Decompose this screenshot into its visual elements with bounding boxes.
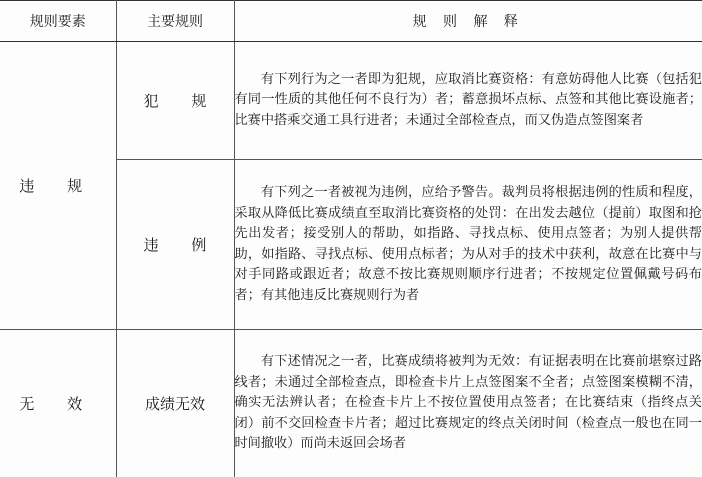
table-body — [0, 42, 702, 477]
table-row — [0, 330, 702, 477]
rule-foul-explanation: 有下列行为之一者即为犯规，应取消比赛资格：有意妨碍他人比赛（包括犯有同一性质的其他任何不良行为）者；蓄意损坏点标、点签和其他比赛设施者；比赛中搭乘交通工具行进者；未通过全部检查点，而又伪造点签图案者 — [234, 42, 702, 160]
table-row — [0, 42, 702, 160]
header-rule-explanation: 规 则 解 释 — [234, 1, 702, 42]
rule-foul: 犯 规 — [116, 42, 234, 160]
group-violation: 违 规 — [0, 42, 116, 330]
header-row — [0, 1, 702, 42]
table-header — [0, 1, 702, 42]
group-invalid: 无 效 — [0, 330, 116, 477]
rule-infraction-explanation: 有下列之一者被视为违例，应给予警告。裁判员将根据违例的性质和程度，采取从降低比赛成绩直至取消比赛资格的处罚：在出发去越位（提前）取图和抢先出发者；接受别人的帮助，如指路、寻找点标、使用点签者；为别人提供帮助，如指路、寻找点标、使用点标者；为从对手的技术中获利，故意在比赛中与对手同路或跟近者；故意不按比赛规则顺序行进者；不按规定位置佩戴号码布者；有其他违反比赛规则行为者 — [234, 160, 702, 330]
header-main-rule: 主要规则 — [116, 1, 234, 42]
header-rule-element: 规则要素 — [0, 1, 116, 42]
rule-infraction: 违 例 — [116, 160, 234, 330]
rule-invalid-result-explanation: 有下述情况之一者，比赛成绩将被判为无效：有证据表明在比赛前堪察过路线者；未通过全部检查点，即检查卡片上点签图案不全者；点签图案模糊不清，确实无法辨认者；在检查卡片上不按位置使用点签者；在比赛结束（指终点关闭）前不交回检查卡片者；超过比赛规定的终点关闭时间（检查点一般也在同一时间撤收）而尚未返回会场者 — [234, 330, 702, 477]
rule-invalid-result: 成绩无效 — [116, 330, 234, 477]
